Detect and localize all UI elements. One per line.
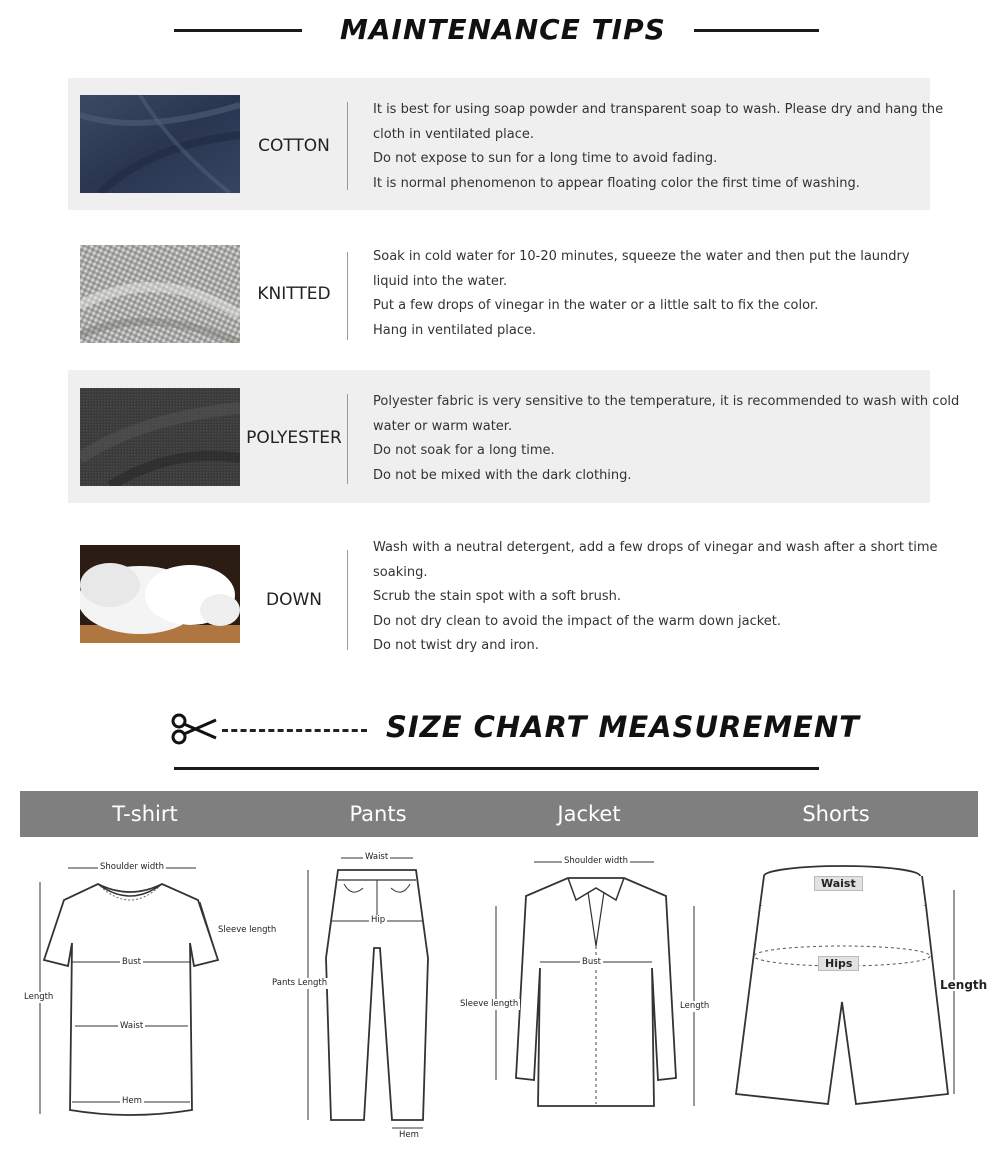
tab-pants[interactable]: Pants — [349, 802, 407, 826]
tip-line: Do not soak for a long time. — [373, 443, 555, 458]
pants-waist-label: Waist — [365, 852, 389, 862]
shorts-diagram — [730, 850, 994, 1120]
heading-rule-right — [694, 29, 819, 32]
tshirt-shoulder-label: Shoulder width — [100, 862, 164, 872]
tshirt-bust-label: Bust — [122, 957, 141, 967]
scissors-icon — [170, 712, 220, 746]
pants-length-label: Pants Length — [272, 978, 328, 988]
divider — [347, 102, 348, 190]
pants-hip-label: Hip — [371, 915, 386, 925]
jacket-diagram — [456, 848, 720, 1118]
cut-line — [222, 729, 367, 732]
divider — [347, 550, 348, 650]
tab-jacket[interactable]: Jacket — [557, 802, 621, 826]
size-chart-title: SIZE CHART MEASUREMENT — [386, 710, 860, 744]
pants-hem-label: Hem — [399, 1130, 419, 1140]
tip-line: Polyester fabric is very sensitive to the temperature, it is recommended to wash with cold — [373, 394, 960, 409]
fabric-name-polyester: POLYESTER — [246, 428, 342, 448]
tab-tshirt[interactable]: T-shirt — [112, 802, 178, 826]
tshirt-sleeve-label: Sleeve length — [218, 925, 277, 935]
jacket-shoulder-label: Shoulder width — [564, 856, 628, 866]
jacket-outline — [456, 848, 720, 1118]
size-chart-tab-bar — [20, 791, 978, 837]
tshirt-hem-label: Hem — [122, 1096, 142, 1106]
tip-line: water or warm water. — [373, 418, 513, 434]
knitted-fabric-swatch — [80, 245, 240, 343]
down-feather-swatch — [80, 545, 240, 643]
tip-line: Do not twist dry and iron. — [373, 638, 539, 653]
tshirt-waist-label: Waist — [120, 1021, 144, 1031]
tip-line: liquid into the water. — [373, 273, 508, 289]
tip-line: Scrub the stain spot with a soft brush. — [373, 589, 621, 604]
tip-line: Do not be mixed with the dark clothing. — [373, 467, 632, 483]
fabric-name-cotton: COTTON — [258, 136, 330, 156]
tip-row-polyester — [68, 370, 960, 503]
tip-line: Wash with a neutral detergent, add a few drops of vinegar and wash after a short time — [373, 540, 938, 555]
fabric-name-knitted: KNITTED — [257, 284, 331, 304]
tip-line: Put a few drops of vinegar in the water or a little salt to fix the color. — [373, 298, 819, 313]
tip-line: It is best for using soap powder and transparent soap to wash. Please dry and hang the — [373, 102, 944, 117]
jacket-sleeve-label: Sleeve length — [460, 999, 519, 1009]
pants-outline — [268, 848, 448, 1144]
jacket-length-label: Length — [680, 1001, 710, 1011]
size-chart-rule — [174, 767, 819, 770]
tip-line: Hang in ventilated place. — [373, 322, 537, 338]
tip-line: Do not expose to sun for a long time to avoid fading. — [373, 151, 718, 166]
fabric-name-down: DOWN — [266, 590, 322, 610]
pants-diagram — [268, 848, 448, 1144]
tip-row-cotton — [68, 78, 944, 210]
tips-polyester — [373, 390, 960, 488]
tshirt-diagram — [20, 848, 280, 1123]
heading-rule-left — [174, 29, 302, 32]
tab-shorts[interactable]: Shorts — [802, 802, 870, 826]
tshirt-outline — [20, 848, 280, 1123]
tip-row-down — [68, 520, 938, 670]
tip-line: Do not dry clean to avoid the impact of the warm down jacket. — [373, 613, 782, 629]
tip-line: It is normal phenomenon to appear floating color the first time of washing. — [373, 175, 860, 191]
tips-cotton — [373, 98, 944, 196]
shorts-length-label: Length — [940, 978, 988, 992]
polyester-fabric-swatch — [80, 388, 240, 486]
cotton-fabric-swatch — [80, 95, 240, 193]
divider — [347, 252, 348, 340]
divider — [347, 394, 348, 484]
shorts-hips-label: Hips — [818, 956, 859, 971]
tips-knitted — [373, 245, 928, 343]
shorts-waist-label: Waist — [814, 876, 863, 891]
tip-line: Soak in cold water for 10-20 minutes, squeeze the water and then put the laundry — [373, 249, 910, 264]
tip-row-knitted — [68, 228, 930, 358]
tip-line: cloth in ventilated place. — [373, 126, 534, 142]
jacket-bust-label: Bust — [582, 957, 601, 967]
maintenance-title: MAINTENANCE TIPS — [340, 13, 666, 46]
tips-down — [373, 536, 938, 659]
tshirt-length-label: Length — [24, 992, 54, 1002]
tip-line: soaking. — [373, 564, 428, 580]
